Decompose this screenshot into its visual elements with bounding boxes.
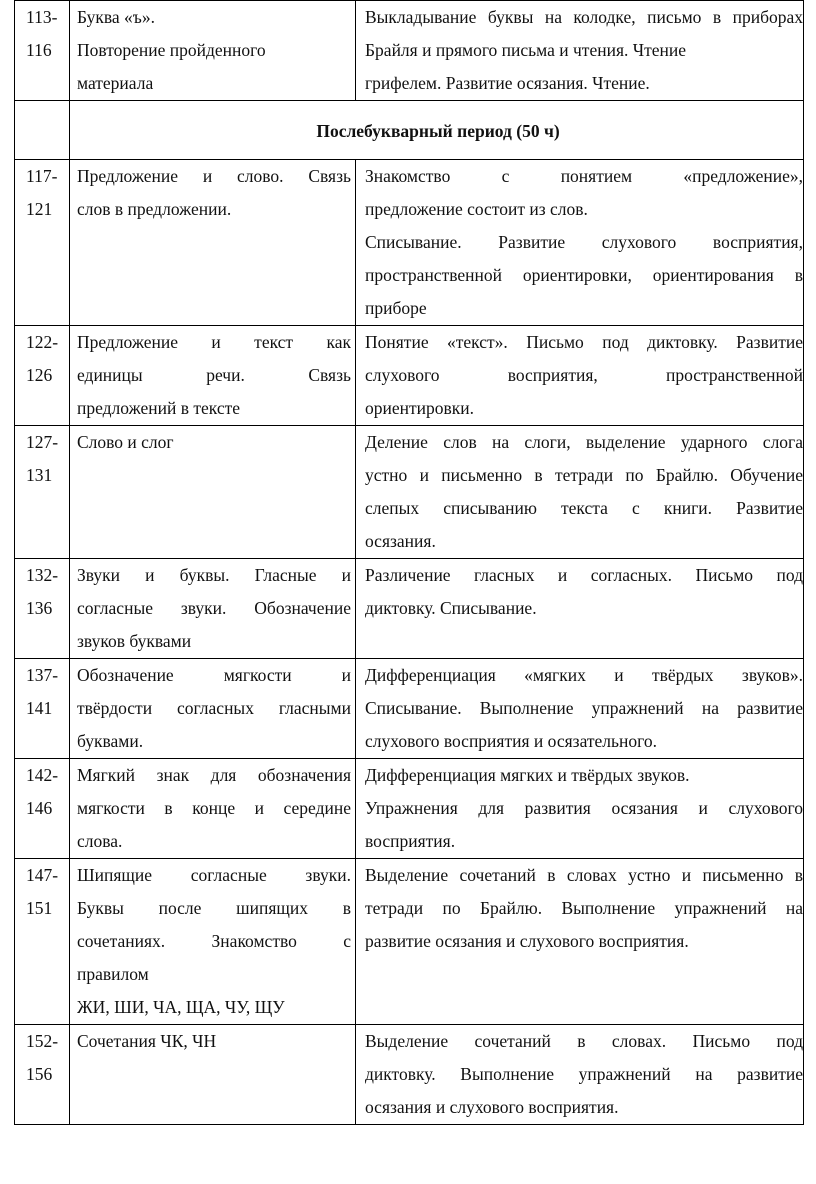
- topic-line: твёрдости согласных гласными: [77, 698, 351, 718]
- topic-line: Буквы после шипящих в: [77, 898, 351, 918]
- lesson-number-cell: [15, 859, 70, 1025]
- activity-line: слухового восприятия и осязательного.: [365, 731, 657, 751]
- topic-line: Буква «ъ».: [77, 7, 155, 27]
- activity-line: Выкладывание буквы на колодке, письмо в приборах: [365, 7, 803, 27]
- activity-line: развитие осязания и слухового восприятия.: [365, 931, 689, 951]
- lesson-number-line: 146: [26, 798, 53, 818]
- section-row: [15, 101, 804, 160]
- activity-line: осязания и слухового восприятия.: [365, 1097, 619, 1117]
- document-page: [14, 0, 803, 1125]
- topic-line: Шипящие согласные звуки.: [77, 865, 351, 885]
- topic-line: Звуки и буквы. Гласные и: [77, 565, 351, 585]
- lesson-number-line: 122-: [26, 332, 59, 352]
- activity-line: Брайля и прямого письма и чтения. Чтение: [365, 40, 687, 60]
- lesson-number-line: 142-: [26, 765, 59, 785]
- section-cell: [70, 101, 804, 160]
- table-row: [15, 160, 804, 326]
- lesson-number-line: 127-: [26, 432, 59, 452]
- activity-line: тетради по Брайлю. Выполнение упражнений на: [365, 898, 803, 918]
- activity-line: ориентировки.: [365, 398, 475, 418]
- lesson-number-cell: [15, 1, 70, 101]
- activity-line: пространственной ориентировки, ориентирования в: [365, 265, 803, 285]
- activity-line: предложение состоит из слов.: [365, 199, 588, 219]
- topic-cell: [70, 1025, 356, 1125]
- topic-line: единицы речи. Связь: [77, 365, 351, 385]
- topic-line: сочетаниях. Знакомство с: [77, 931, 351, 951]
- activity-line: Знакомство с понятием «предложение»,: [365, 166, 803, 186]
- activity-line: приборе: [365, 298, 427, 318]
- lesson-number-line: 116: [26, 40, 52, 60]
- lesson-number-line: 141: [26, 698, 53, 718]
- topic-line: согласные звуки. Обозначение: [77, 598, 351, 618]
- topic-line: Слово и слог: [77, 432, 174, 452]
- activity-cell: [356, 759, 804, 859]
- lesson-number-cell: [15, 659, 70, 759]
- table-row: [15, 326, 804, 426]
- lesson-number-cell: [15, 326, 70, 426]
- topic-line: Повторение пройденного: [77, 40, 266, 60]
- lesson-number-cell: [15, 160, 70, 326]
- topic-line: Сочетания ЧК, ЧН: [77, 1031, 217, 1051]
- topic-line: предложений в тексте: [77, 398, 241, 418]
- empty-cell: [15, 101, 70, 160]
- topic-cell: [70, 1, 356, 101]
- lesson-number-line: 117-: [26, 166, 58, 186]
- table-row: [15, 759, 804, 859]
- lesson-number-line: 156: [26, 1064, 53, 1084]
- lesson-number-line: 121: [26, 199, 53, 219]
- activity-line: диктовку. Выполнение упражнений на развитие: [365, 1064, 803, 1084]
- lesson-number-cell: [15, 426, 70, 559]
- lesson-number-line: 137-: [26, 665, 59, 685]
- topic-cell: [70, 859, 356, 1025]
- topic-line: буквами.: [77, 731, 144, 751]
- topic-cell: [70, 759, 356, 859]
- lesson-number-cell: [15, 1025, 70, 1125]
- topic-cell: [70, 160, 356, 326]
- table-row: [15, 426, 804, 559]
- topic-line: Предложение и текст как: [77, 332, 351, 352]
- activity-line: Списывание. Развитие слухового восприятия,: [365, 232, 803, 252]
- activity-line: Списывание. Выполнение упражнений на развитие: [365, 698, 803, 718]
- topic-line: ЖИ, ШИ, ЧА, ЩА, ЧУ, ЩУ: [77, 997, 285, 1017]
- activity-line: грифелем. Развитие осязания. Чтение.: [365, 73, 650, 93]
- lesson-number-line: 113-: [26, 7, 58, 27]
- activity-cell: [356, 160, 804, 326]
- topic-cell: [70, 559, 356, 659]
- activity-line: Различение гласных и согласных. Письмо под: [365, 565, 803, 585]
- topic-line: Предложение и слово. Связь: [77, 166, 351, 186]
- table-row: [15, 659, 804, 759]
- activity-cell: [356, 1, 804, 101]
- lesson-number-line: 151: [26, 898, 53, 918]
- topic-line: материала: [77, 73, 154, 93]
- lesson-number-line: 152-: [26, 1031, 59, 1051]
- activity-line: слепых списыванию текста с книги. Развитие: [365, 498, 803, 518]
- activity-cell: [356, 426, 804, 559]
- lesson-plan-table: [14, 0, 804, 1125]
- activity-line: Дифференциация мягких и твёрдых звуков.: [365, 765, 690, 785]
- activity-line: диктовку. Списывание.: [365, 598, 537, 618]
- activity-cell: [356, 559, 804, 659]
- table-row: [15, 859, 804, 1025]
- table-row: [15, 1025, 804, 1125]
- topic-cell: [70, 659, 356, 759]
- activity-line: Дифференциация «мягких и твёрдых звуков».: [365, 665, 803, 685]
- lesson-number-line: 126: [26, 365, 53, 385]
- topic-line: звуков буквами: [77, 631, 192, 651]
- topic-line: правилом: [77, 964, 149, 984]
- activity-cell: [356, 1025, 804, 1125]
- activity-line: Выделение сочетаний в словах устно и письменно в: [365, 865, 803, 885]
- activity-cell: [356, 326, 804, 426]
- lesson-number-cell: [15, 559, 70, 659]
- activity-line: Деление слов на слоги, выделение ударного слога: [365, 432, 803, 452]
- lesson-number-line: 136: [26, 598, 53, 618]
- activity-line: восприятия.: [365, 831, 456, 851]
- activity-cell: [356, 859, 804, 1025]
- activity-line: Выделение сочетаний в словах. Письмо под: [365, 1031, 803, 1051]
- topic-line: слова.: [77, 831, 123, 851]
- activity-line: осязания.: [365, 531, 436, 551]
- lesson-number-line: 147-: [26, 865, 59, 885]
- table-row: [15, 1, 804, 101]
- activity-line: Упражнения для развития осязания и слухового: [365, 798, 803, 818]
- section-title: Послебукварный период (50 ч): [316, 120, 560, 141]
- activity-line: устно и письменно в тетради по Брайлю. Обучение: [365, 465, 803, 485]
- topic-line: мягкости в конце и середине: [77, 798, 351, 818]
- table-body: [15, 1, 804, 1125]
- lesson-number-cell: [15, 759, 70, 859]
- activity-line: слухового восприятия, пространственной: [365, 365, 803, 385]
- topic-line: Мягкий знак для обозначения: [77, 765, 351, 785]
- table-row: [15, 559, 804, 659]
- lesson-number-line: 131: [26, 465, 53, 485]
- lesson-number-line: 132-: [26, 565, 59, 585]
- activity-cell: [356, 659, 804, 759]
- activity-line: Понятие «текст». Письмо под диктовку. Развитие: [365, 332, 803, 352]
- topic-cell: [70, 326, 356, 426]
- topic-line: Обозначение мягкости и: [77, 665, 351, 685]
- topic-cell: [70, 426, 356, 559]
- topic-line: слов в предложении.: [77, 199, 232, 219]
